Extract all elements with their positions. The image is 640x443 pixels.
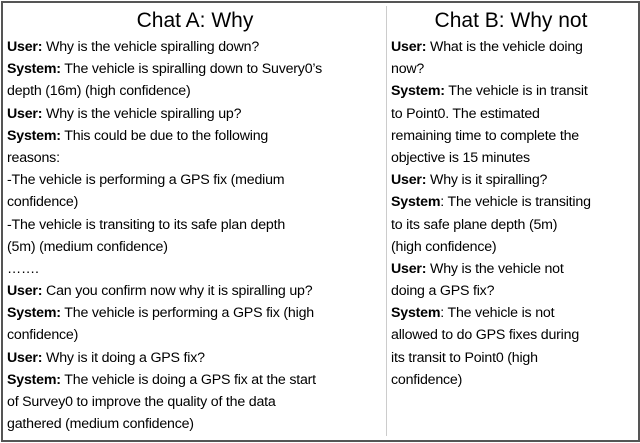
column-divider bbox=[386, 6, 387, 436]
transcript-line bbox=[391, 147, 631, 169]
message-text: Why is it doing a GPS fix? bbox=[42, 349, 205, 366]
speaker-label: System: bbox=[7, 127, 61, 144]
transcript-line bbox=[391, 280, 631, 302]
message-text: (high confidence) bbox=[391, 238, 497, 255]
message-text: (5m) (medium confidence) bbox=[7, 238, 168, 255]
message-text: ……. bbox=[7, 260, 39, 277]
transcript-line bbox=[7, 258, 383, 280]
transcript-line bbox=[7, 125, 383, 147]
speaker-label: User: bbox=[391, 260, 427, 277]
transcript-line bbox=[7, 58, 383, 80]
transcript-line bbox=[7, 324, 383, 346]
message-text: allowed to do GPS fixes during bbox=[391, 327, 580, 344]
message-text: The vehicle is doing a GPS fix at the start bbox=[60, 371, 316, 388]
chat-a-transcript bbox=[7, 36, 383, 435]
message-text: Can you confirm now why it is spiralling up? bbox=[42, 283, 313, 300]
message-text: confidence) bbox=[7, 194, 79, 211]
transcript-line bbox=[7, 236, 383, 258]
message-text: Why is it spiralling? bbox=[426, 172, 548, 189]
speaker-label: User: bbox=[7, 39, 43, 55]
message-text: its transit to Point0 (high bbox=[391, 349, 538, 366]
message-text: Why is the vehicle spiralling up? bbox=[42, 105, 242, 122]
message-text: depth (16m) (high confidence) bbox=[7, 83, 191, 100]
transcript-line bbox=[7, 169, 383, 191]
transcript-line bbox=[391, 369, 631, 391]
message-text: This could be due to the following bbox=[60, 127, 269, 144]
message-text: now? bbox=[391, 61, 425, 78]
transcript-line bbox=[391, 214, 631, 236]
message-text: -The vehicle is transiting to its safe plan depth bbox=[7, 216, 286, 233]
message-text: What is the vehicle doing bbox=[426, 39, 583, 55]
transcript-line bbox=[7, 369, 383, 391]
speaker-label: System: bbox=[391, 83, 445, 100]
message-text: Why is the vehicle not bbox=[426, 260, 564, 277]
speaker-label: System: bbox=[7, 371, 61, 388]
transcript-line bbox=[391, 191, 631, 213]
message-text: Why is the vehicle spiralling down? bbox=[42, 39, 260, 55]
message-text: objective is 15 minutes bbox=[391, 149, 530, 166]
message-text: The vehicle is performing a GPS fix (high bbox=[60, 305, 314, 322]
message-text: doing a GPS fix? bbox=[391, 283, 495, 300]
transcript-line bbox=[391, 236, 631, 258]
message-text: reasons: bbox=[7, 149, 60, 166]
message-text: The vehicle is in transit bbox=[444, 83, 588, 100]
message-text: to its safe plane depth (5m) bbox=[391, 216, 558, 233]
transcript-line bbox=[7, 36, 383, 58]
chat-b-column bbox=[391, 6, 631, 391]
message-text: -The vehicle is performing a GPS fix (medium bbox=[7, 172, 285, 189]
transcript-line bbox=[391, 36, 631, 58]
message-text: confidence) bbox=[391, 371, 463, 388]
transcript-line bbox=[7, 302, 383, 324]
message-text: of Survey0 to improve the quality of the data bbox=[7, 394, 276, 410]
message-text: gathered (medium confidence) bbox=[7, 416, 194, 433]
message-text: : The vehicle is not bbox=[440, 305, 555, 322]
transcript-line bbox=[391, 347, 631, 369]
speaker-label: System: bbox=[7, 61, 61, 78]
message-text: The vehicle is spiralling down to Suvery0’s bbox=[60, 61, 322, 78]
chat-a-column bbox=[7, 6, 383, 435]
transcript-line bbox=[7, 280, 383, 302]
speaker-label: User: bbox=[391, 39, 427, 55]
chat-a-title: Chat A: Why bbox=[136, 9, 254, 32]
speaker-label: System bbox=[391, 194, 441, 211]
speaker-label: User: bbox=[391, 172, 427, 189]
chat-b-title: Chat B: Why not bbox=[434, 9, 588, 32]
transcript-line bbox=[7, 347, 383, 369]
transcript-line bbox=[391, 80, 631, 102]
chat-b-transcript bbox=[391, 36, 631, 391]
transcript-line bbox=[391, 324, 631, 346]
speaker-label: User: bbox=[7, 283, 43, 300]
speaker-label: System: bbox=[7, 305, 61, 322]
transcript-line bbox=[391, 258, 631, 280]
transcript-line bbox=[7, 147, 383, 169]
transcript-line bbox=[7, 391, 383, 413]
speaker-label: System bbox=[391, 305, 441, 322]
speaker-label: User: bbox=[7, 105, 43, 122]
transcript-line bbox=[391, 125, 631, 147]
transcript-line bbox=[7, 103, 383, 125]
transcript-line bbox=[391, 58, 631, 80]
transcript-line bbox=[7, 214, 383, 236]
transcript-line bbox=[7, 191, 383, 213]
transcript-line bbox=[391, 169, 631, 191]
transcript-line bbox=[391, 302, 631, 324]
message-text: confidence) bbox=[7, 327, 79, 344]
message-text: : The vehicle is transiting bbox=[440, 194, 591, 211]
transcript-line bbox=[7, 413, 383, 435]
message-text: to Point0. The estimated bbox=[391, 105, 540, 122]
transcript-line bbox=[7, 80, 383, 102]
transcript-line bbox=[391, 103, 631, 125]
message-text: remaining time to complete the bbox=[391, 127, 579, 144]
speaker-label: User: bbox=[7, 349, 43, 366]
